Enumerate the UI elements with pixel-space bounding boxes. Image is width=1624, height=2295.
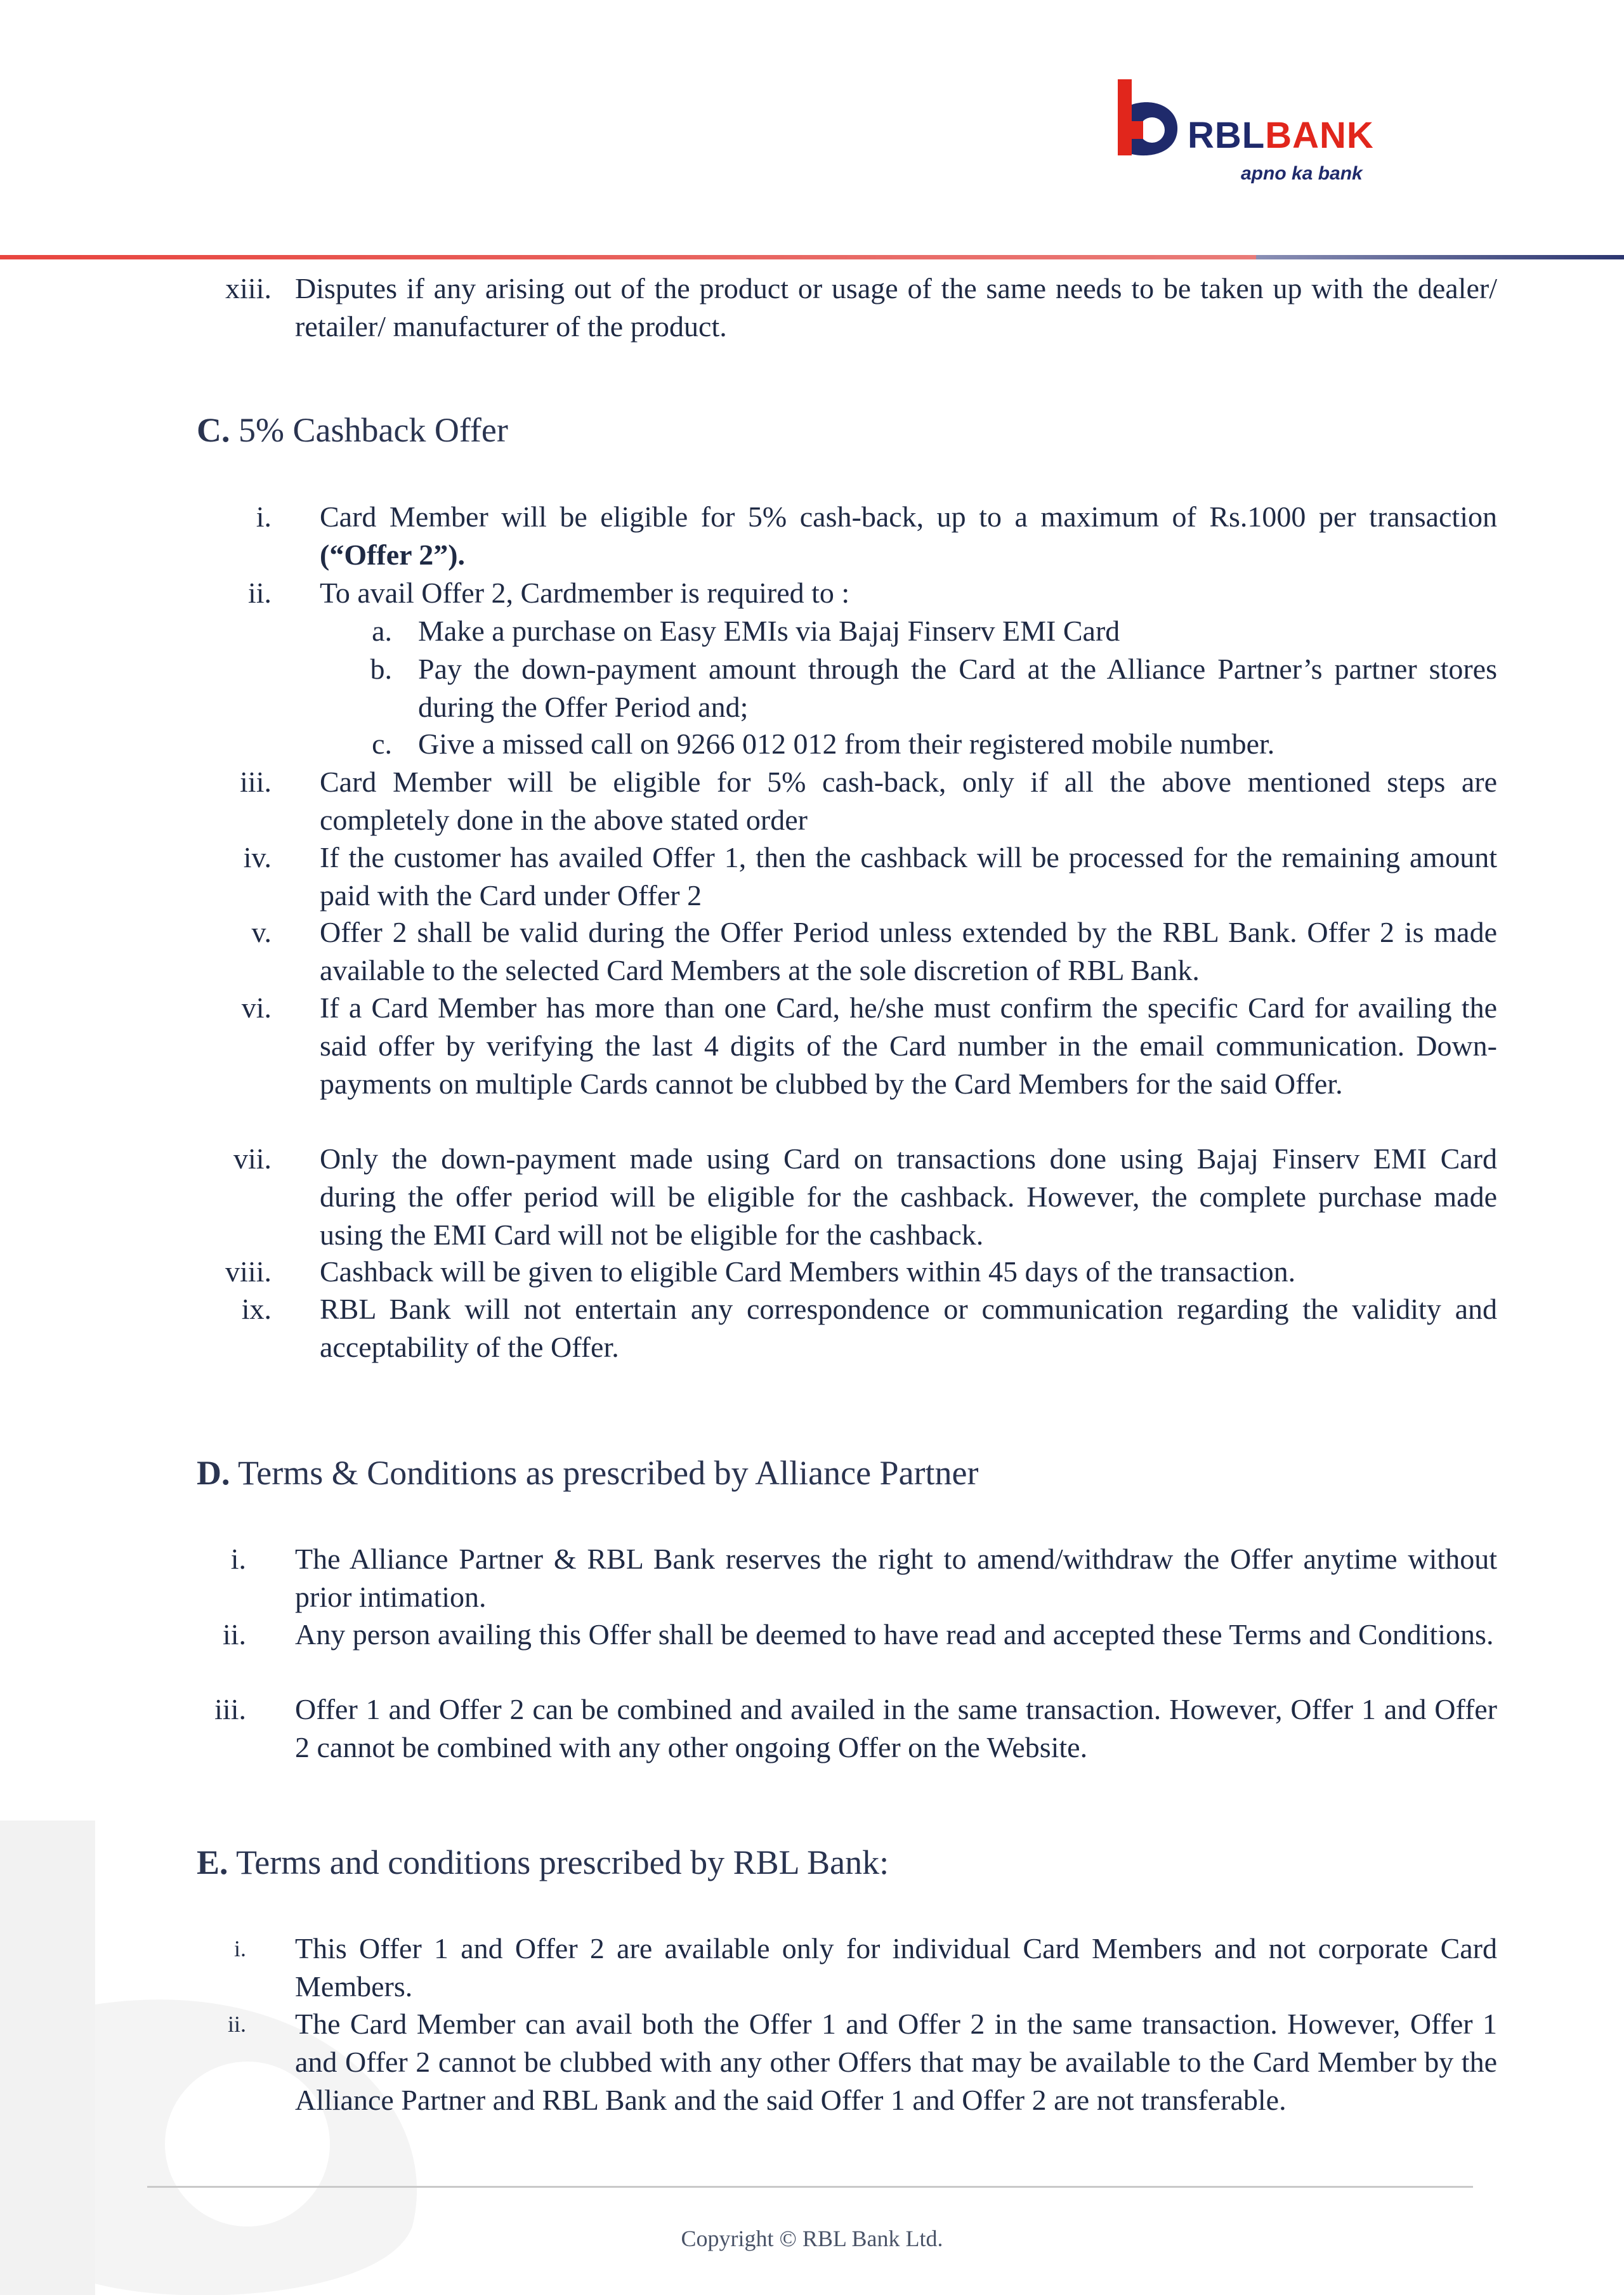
list-item-text [320,498,1497,574]
list-number: vi. [241,991,272,1024]
sublist-letter: b. [370,653,392,685]
list-item-text: RBL Bank will not entertain any correspondence or communication regarding the validity and acceptability of the Offer. [320,1293,1497,1363]
list-item-text: Cashback will be given to eligible Card Members within 45 days of the transaction. [320,1255,1296,1288]
footer-rule [147,2186,1473,2188]
sublist-item-text: Give a missed call on 9266 012 012 from their registered mobile number. [418,728,1275,760]
list-item-text: Offer 1 and Offer 2 can be combined and availed in the same transaction. However, Offer 1 and Offer 2 cannot be combined with any other ongoing Offer on the Website. [295,1693,1497,1763]
rbl-logo-mark-icon [1116,79,1180,162]
copyright-footer: Copyright © RBL Bank Ltd. [681,2226,943,2251]
list-number: vii. [233,1142,272,1175]
logo-tagline: apno ka bank [1241,163,1363,184]
list-number: ii. [227,2011,246,2037]
section-title: 5% Cashback Offer [239,411,508,449]
section-letter: D. [197,1454,230,1492]
list-item-text: Offer 2 shall be valid during the Offer Period unless extended by the RBL Bank. Offer 2 is made available to the selected Card Members at the sole discretion of RBL Bank. [320,916,1497,986]
list-number: i. [233,1936,246,1961]
list-item-text: This Offer 1 and Offer 2 are available only for individual Card Members and not corporate Card Members. [295,1932,1497,2003]
section-heading-c [197,410,508,450]
list-number: iii. [240,766,272,798]
list-item-text: Card Member will be eligible for 5% cash-back, only if all the above mentioned steps are completely done in the above stated order [320,766,1497,836]
list-item-text: Any person availing this Offer shall be deemed to have read and accepted these Terms and Conditions. [295,1618,1494,1651]
logo-bank: BANK [1265,115,1374,156]
sublist-item-text: Make a purchase on Easy EMIs via Bajaj Finserv EMI Card [418,615,1120,647]
list-number: ix. [241,1293,272,1325]
logo-rbl: RBL [1188,115,1266,156]
list-item-text: The Card Member can avail both the Offer 1 and Offer 2 in the same transaction. However, Offer 1 and Offer 2 cannot be clubbed with any other Offers that may be available to the Card Member by the Alliance Partner and RBL Bank and the said Offer 1 and Offer 2 are not transferable. [295,2008,1497,2116]
list-number: ii. [247,577,272,609]
section-title: Terms & Conditions as prescribed by Alliance Partner [238,1454,979,1492]
rbl-bank-logo [1116,79,1383,193]
list-number: xiii. [225,272,272,304]
section-letter: E. [197,1843,228,1881]
list-item-text: Only the down-payment made using Card on transactions done using Bajaj Finserv EMI Card during the offer period will be eligible for the cashback. However, the complete purchase made using the EMI Card will not be eligible for the cashback. [320,1142,1497,1251]
offer-label: (“Offer 2”). [320,539,466,571]
header-rule-blue [1256,255,1624,259]
sublist-item-text: Pay the down-payment amount through the Card at the Alliance Partner’s partner stores during the Offer Period and; [418,653,1497,723]
section-heading-e [197,1842,889,1883]
list-item-text: If a Card Member has more than one Card, he/she must confirm the specific Card for availing the said offer by verifying the last 4 digits of the Card number in the email communication. Down-payments on multiple Cards cannot be clubbed by the Card Members for the said Offer. [320,991,1497,1100]
list-number: ii. [222,1618,246,1651]
list-number: i. [256,500,272,533]
section-heading-d [197,1453,979,1493]
list-number: iv. [243,841,272,873]
header-rule-red [0,255,1256,259]
list-number: v. [251,916,272,948]
section-title: Terms and conditions prescribed by RBL Bank: [236,1843,889,1881]
list-item-text: Disputes if any arising out of the product or usage of the same needs to be taken up with the dealer/ retailer/ manufacturer of the product. [295,272,1497,343]
sublist-letter: a. [372,615,392,647]
list-item-text: To avail Offer 2, Cardmember is required to : [320,577,850,609]
list-item-text: If the customer has availed Offer 1, then the cashback will be processed for the remaining amount paid with the Card under Offer 2 [320,841,1497,912]
list-number: i. [230,1543,246,1575]
list-number: viii. [225,1255,272,1288]
sublist-letter: c. [372,728,392,760]
logo-wordmark [1188,117,1374,154]
list-number: iii. [214,1693,246,1725]
section-letter: C. [197,411,230,449]
list-item-text: The Alliance Partner & RBL Bank reserves the right to amend/withdraw the Offer anytime without prior intimation. [295,1543,1497,1613]
list-item-body: Card Member will be eligible for 5% cash-back, up to a maximum of Rs.1000 per transaction [320,500,1497,533]
